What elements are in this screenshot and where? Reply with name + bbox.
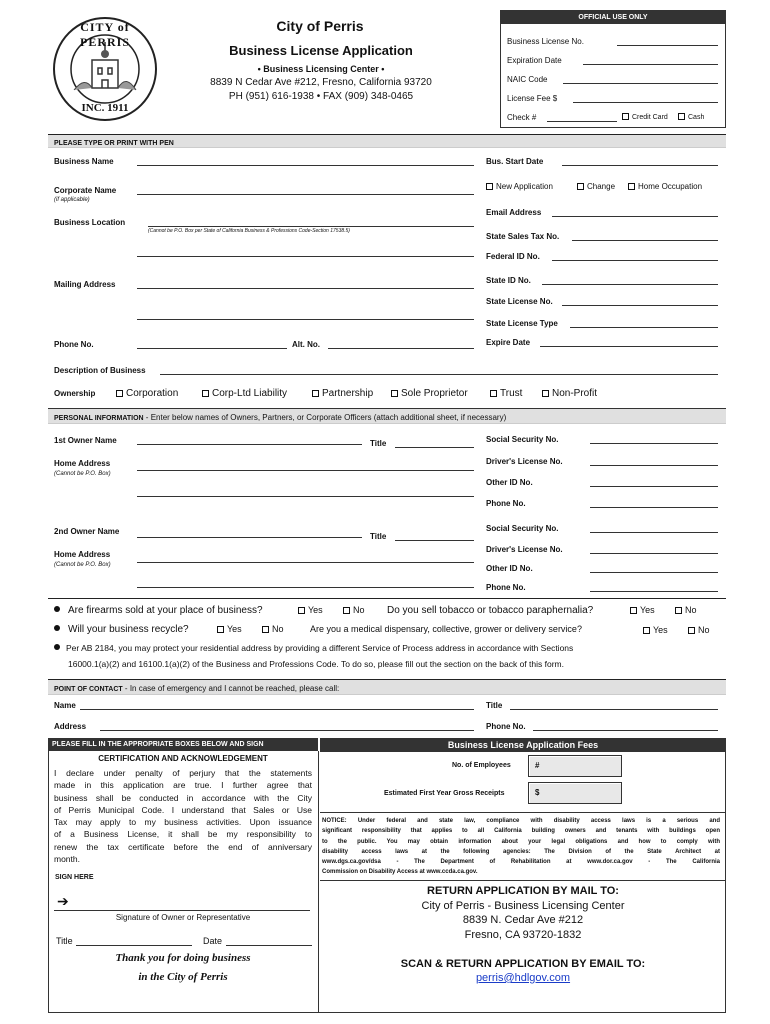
- alt-phone-label: Alt. No.: [292, 340, 320, 349]
- section-print-title: PLEASE TYPE OR PRINT WITH PEN: [54, 140, 174, 147]
- cert-date-field[interactable]: [226, 945, 312, 946]
- owner1-dl-field[interactable]: [590, 465, 718, 466]
- thanks-line-2: in the City of Perris: [138, 971, 228, 983]
- partnership-checkbox[interactable]: [312, 390, 319, 397]
- ownership-label: Ownership: [54, 389, 96, 398]
- personal-info-subtitle: - Enter below names of Owners, Partners, or Corporate Officers (attach additional sheet, if necessary): [143, 413, 507, 422]
- app-change[interactable]: [577, 182, 615, 191]
- notice-line-text: disability access laws at the following agencies: The Division of the State Architect at: [322, 848, 720, 855]
- start-date-field[interactable]: [562, 165, 718, 166]
- official-naic-field[interactable]: [563, 83, 718, 84]
- state-id-field[interactable]: [542, 284, 718, 285]
- credit-card-label: Credit Card: [632, 114, 668, 121]
- fill-boxes-bar: PLEASE FILL IN THE APPROPRIATE BOXES BELOW AND SIGN: [48, 738, 318, 751]
- non-profit-checkbox[interactable]: [542, 390, 549, 397]
- official-fee-label: License Fee $: [507, 94, 558, 103]
- app-new[interactable]: [486, 182, 553, 191]
- firearms-no[interactable]: [343, 605, 365, 615]
- firearms-no-label: No: [353, 605, 365, 615]
- tobacco-no-label: No: [685, 605, 697, 615]
- contact-title-label: Title: [486, 701, 503, 710]
- business-location-field[interactable]: [148, 226, 474, 227]
- owner2-address-field[interactable]: [137, 562, 474, 563]
- owner1-no-po: (Cannot be P.O. Box): [54, 471, 111, 477]
- owner2-no-po: (Cannot be P.O. Box): [54, 562, 111, 568]
- phone-field[interactable]: [137, 348, 287, 349]
- dispensary-no[interactable]: [688, 625, 710, 635]
- owner1-dl-label: Driver's License No.: [486, 457, 563, 466]
- sales-tax-label: State Sales Tax No.: [486, 232, 560, 241]
- notice-text: [322, 816, 720, 878]
- official-check-field[interactable]: [547, 121, 617, 122]
- description-field[interactable]: [160, 374, 718, 375]
- state-id-label: State ID No.: [486, 276, 531, 285]
- dispensary-no-checkbox[interactable]: [688, 627, 695, 634]
- location-note: (Cannot be P.O. Box per State of California Business & Professions Code-Section 17538.5): [148, 228, 350, 234]
- business-name-label: Business Name: [54, 157, 114, 166]
- firearms-yes[interactable]: [298, 605, 323, 615]
- official-expiration-field[interactable]: [583, 64, 718, 65]
- signature-field[interactable]: [54, 910, 310, 911]
- recycle-no-checkbox[interactable]: [262, 626, 269, 633]
- official-license-no-field[interactable]: [617, 45, 718, 46]
- city-seal: [52, 16, 158, 122]
- question-dispensary: Are you a medical dispensary, collective, grower or delivery service?: [310, 624, 582, 634]
- corporate-name-field[interactable]: [137, 194, 474, 195]
- cert-text: [54, 767, 312, 865]
- tobacco-yes[interactable]: [630, 605, 655, 615]
- firearms-yes-checkbox[interactable]: [298, 607, 305, 614]
- ab2184-note-line2: 16000.1(a)(2) and 16100.1(a)(2) of the Business and Professions Code. To do so, please fill out the section on the back of this form.: [68, 659, 564, 669]
- owner2-other-id-field[interactable]: [590, 572, 718, 573]
- ownership-non-profit[interactable]: [542, 388, 597, 399]
- cert-line: of a Business License, it shall be my responsibility to: [54, 829, 312, 840]
- owner1-ssn-field[interactable]: [590, 443, 718, 444]
- notice-line: [322, 816, 720, 826]
- seal-text-bottom: INC. 1911: [81, 102, 129, 114]
- contact-phone-label: Phone No.: [486, 722, 526, 731]
- official-credit-card-option[interactable]: [622, 113, 668, 121]
- corporate-name-label: Corporate Name: [54, 186, 117, 195]
- federal-id-field[interactable]: [552, 260, 718, 261]
- corporation-checkbox[interactable]: [116, 390, 123, 397]
- ownership-sole-proprietor[interactable]: [391, 388, 468, 399]
- employees-input[interactable]: [528, 755, 622, 777]
- cash-checkbox[interactable]: [678, 113, 685, 120]
- state-license-type-label: State License Type: [486, 319, 558, 328]
- owner2-address-field-2[interactable]: [137, 587, 474, 588]
- contact-name-field[interactable]: [80, 709, 474, 710]
- state-license-field[interactable]: [562, 305, 718, 306]
- cert-line: of Perris Municipal Code. I understand that Sales or Use: [54, 804, 312, 815]
- if-applicable-note: (if applicable): [54, 197, 90, 203]
- city-title: City of Perris: [276, 18, 364, 34]
- question-firearms-text: Are firearms sold at your place of business?: [68, 605, 263, 616]
- recycle-yes-checkbox[interactable]: [217, 626, 224, 633]
- notice-label: NOTICE:: [322, 818, 358, 824]
- contact-name-label: Name: [54, 701, 76, 710]
- trust-checkbox[interactable]: [490, 390, 497, 397]
- mailing-address-label: Mailing Address: [54, 280, 116, 289]
- tobacco-no[interactable]: [675, 605, 697, 615]
- arrow-icon: ➔: [57, 893, 69, 909]
- employees-label: No. of Employees: [452, 762, 511, 769]
- official-license-no-label: Business License No.: [507, 37, 584, 46]
- cert-line: renew the tax certificate before the end of anniversary: [54, 841, 312, 852]
- notice-line: [322, 826, 720, 836]
- email-field[interactable]: [552, 216, 718, 217]
- app-home[interactable]: [628, 182, 702, 191]
- mailing-address-field-2[interactable]: [137, 319, 474, 320]
- ownership-corp-ltd[interactable]: [202, 388, 287, 399]
- contact-subtitle: - In case of emergency and I cannot be reached, please call:: [122, 684, 340, 693]
- owner1-title-field[interactable]: [395, 447, 474, 448]
- question-firearms: [54, 605, 263, 616]
- sole-proprietor-checkbox[interactable]: [391, 390, 398, 397]
- question-recycle: [54, 624, 189, 635]
- owner1-other-id-label: Other ID No.: [486, 478, 533, 487]
- new-application-checkbox[interactable]: [486, 183, 493, 190]
- owner2-title-field[interactable]: [395, 540, 474, 541]
- notice-line-text: www.dgs.ca.gov/dsa - The Department of Rehabilitation at www.dor.ca.gov - The California: [322, 859, 720, 866]
- thanks-line-1: Thank you for doing business: [115, 952, 251, 964]
- center-address: 8839 N Cedar Ave #212, Fresno, California 93720: [210, 77, 432, 88]
- ab2184-text-1: Per AB 2184, you may protect your residential address by providing a different Service of Process address in accordance with Sections: [66, 643, 574, 653]
- personal-info-title: PERSONAL INFORMATION: [54, 415, 144, 422]
- receipts-prefix: $: [535, 788, 540, 797]
- question-tobacco: Do you sell tobacco or tobacco paraphernalia?: [387, 605, 594, 616]
- owner1-address-field[interactable]: [137, 470, 474, 471]
- cert-date-label: Date: [203, 936, 223, 946]
- contact-bar: [48, 679, 726, 695]
- questions-divider: [48, 598, 726, 599]
- bullet-icon: [54, 606, 60, 612]
- federal-id-label: Federal ID No.: [486, 252, 540, 261]
- official-fee-field[interactable]: [573, 102, 718, 103]
- mail-line-3: Fresno, CA 93720-1832: [464, 929, 582, 941]
- recycle-yes-label: Yes: [227, 624, 242, 634]
- owner2-home-address-label: Home Address: [54, 550, 111, 559]
- owner2-title-label: Title: [370, 532, 387, 541]
- mail-section: [320, 880, 726, 881]
- official-naic-label: NAIC Code: [507, 75, 548, 84]
- bullet-icon: [54, 625, 60, 631]
- ownership-trust[interactable]: [490, 388, 522, 399]
- partnership-label: Partnership: [322, 388, 374, 399]
- owner2-field[interactable]: [137, 537, 362, 538]
- corporation-label: Corporation: [126, 388, 179, 399]
- dispensary-no-label: No: [698, 625, 710, 635]
- owner2-dl-label: Driver's License No.: [486, 545, 563, 554]
- email-title: SCAN & RETURN APPLICATION BY EMAIL TO:: [400, 958, 646, 970]
- firearms-no-checkbox[interactable]: [343, 607, 350, 614]
- owner1-field[interactable]: [137, 444, 362, 445]
- cert-line: business shall be conducted in accordance with the City: [54, 792, 312, 803]
- owner2-ssn-label: Social Security No.: [486, 524, 559, 533]
- notice-line: [322, 847, 720, 857]
- notice-line: [322, 867, 720, 877]
- credit-card-checkbox[interactable]: [622, 113, 629, 120]
- tobacco-yes-checkbox[interactable]: [630, 607, 637, 614]
- owner1-other-id-field[interactable]: [590, 486, 718, 487]
- corp-ltd-checkbox[interactable]: [202, 390, 209, 397]
- email-link[interactable]: perris@hdlgov.com: [475, 972, 571, 984]
- cert-line: I declare under penalty of perjury that the statements: [54, 768, 312, 778]
- cert-title-field[interactable]: [76, 945, 192, 946]
- seal-text-top: CITY of PERRIS: [79, 20, 130, 49]
- start-date-label: Bus. Start Date: [486, 157, 544, 166]
- business-location-label: Business Location: [54, 218, 126, 227]
- corp-ltd-label: Corp-Ltd Liability: [212, 388, 288, 399]
- center-phone: PH (951) 616-1938 • FAX (909) 348-0465: [228, 91, 414, 102]
- notice-line-text: significant responsibility that applies to all California building owners and tenants with buildings open: [322, 828, 720, 835]
- sole-proprietor-label: Sole Proprietor: [401, 388, 468, 399]
- trust-label: Trust: [500, 388, 523, 399]
- fees-bar: Business License Application Fees: [320, 738, 726, 752]
- owner2-phone-label: Phone No.: [486, 583, 526, 592]
- owner2-other-id-label: Other ID No.: [486, 564, 533, 573]
- state-license-label: State License No.: [486, 297, 553, 306]
- employees-prefix: #: [535, 761, 540, 770]
- firearms-yes-label: Yes: [308, 605, 323, 615]
- email-label: Email Address: [486, 208, 542, 217]
- dispensary-yes[interactable]: [643, 625, 668, 635]
- personal-info-bar: [48, 408, 726, 424]
- dispensary-yes-label: Yes: [653, 625, 668, 635]
- owner2-dl-field[interactable]: [590, 553, 718, 554]
- cert-line: month.: [54, 854, 80, 865]
- recycle-no-label: No: [272, 624, 284, 634]
- business-name-field[interactable]: [137, 165, 474, 166]
- sales-tax-field[interactable]: [572, 240, 718, 241]
- mail-line-1: City of Perris - Business Licensing Center: [421, 900, 625, 912]
- notice-line: [322, 837, 720, 847]
- owner2-label: 2nd Owner Name: [54, 527, 120, 536]
- notice-line-text: to the public. You may obtain information about your legal obligations and how to comply with: [322, 838, 720, 845]
- mail-title: RETURN APPLICATION BY MAIL TO:: [427, 885, 619, 897]
- official-expiration-label: Expiration Date: [507, 56, 562, 65]
- description-label: Description of Business: [54, 366, 146, 375]
- expire-date-field[interactable]: [540, 346, 718, 347]
- owner2-phone-field[interactable]: [590, 591, 718, 592]
- owner1-label: 1st Owner Name: [54, 436, 117, 445]
- notice-line-text: Commission on Disability Access at www.ccda.ca.gov.: [322, 869, 478, 876]
- recycle-no[interactable]: [262, 624, 284, 634]
- mail-line-2: 8839 N. Cedar Ave #212: [462, 914, 584, 926]
- change-label: Change: [587, 182, 616, 191]
- owner1-phone-field[interactable]: [590, 507, 718, 508]
- notice-block: [320, 812, 726, 813]
- phone-label: Phone No.: [54, 340, 94, 349]
- official-check-label: Check #: [507, 113, 537, 122]
- contact-title-field[interactable]: [510, 709, 718, 710]
- dispensary-yes-checkbox[interactable]: [643, 627, 650, 634]
- signature-label: Signature of Owner or Representative: [115, 913, 251, 922]
- bullet-icon: [54, 644, 60, 650]
- official-use-title: OFFICIAL USE ONLY: [501, 11, 725, 24]
- center-name: • Business Licensing Center •: [257, 64, 385, 74]
- cert-title-label: Title: [56, 936, 73, 946]
- cash-label: Cash: [688, 114, 705, 121]
- question-recycle-text: Will your business recycle?: [68, 624, 189, 635]
- recycle-yes[interactable]: [217, 624, 242, 634]
- owner1-phone-label: Phone No.: [486, 499, 526, 508]
- owner1-ssn-label: Social Security No.: [486, 435, 559, 444]
- state-license-type-field[interactable]: [570, 327, 718, 328]
- home-occupation-checkbox[interactable]: [628, 183, 635, 190]
- home-occupation-label: Home Occupation: [638, 182, 703, 191]
- form-title: Business License Application: [229, 43, 413, 58]
- official-cash-option[interactable]: [678, 113, 704, 121]
- owner1-address-field-2[interactable]: [137, 496, 474, 497]
- ownership-partnership[interactable]: [312, 388, 373, 399]
- section-print-bar: [48, 134, 726, 148]
- sign-here-label: SIGN HERE: [55, 874, 94, 881]
- contact-address-label: Address: [54, 722, 87, 731]
- owner1-title-label: Title: [370, 439, 387, 448]
- tobacco-yes-label: Yes: [640, 605, 655, 615]
- notice-line-text: Under federal and state law, compliance with disability access laws is a serious and: [357, 818, 720, 824]
- owner2-ssn-field[interactable]: [590, 532, 718, 533]
- expire-date-label: Expire Date: [486, 338, 531, 347]
- ownership-corporation[interactable]: [116, 388, 178, 399]
- tobacco-no-checkbox[interactable]: [675, 607, 682, 614]
- owner1-home-address-label: Home Address: [54, 459, 111, 468]
- change-checkbox[interactable]: [577, 183, 584, 190]
- contact-title: POINT OF CONTACT: [54, 686, 123, 693]
- business-location-field-2[interactable]: [137, 256, 474, 257]
- ab2184-note-line1: [54, 643, 573, 653]
- contact-phone-field[interactable]: [533, 730, 718, 731]
- new-application-label: New Application: [496, 182, 553, 191]
- receipts-label: Estimated First Year Gross Receipts: [384, 790, 505, 797]
- receipts-input[interactable]: [528, 782, 622, 804]
- alt-phone-field[interactable]: [328, 348, 474, 349]
- cert-line: Tax may apply to my business activities. Upon issuance: [54, 817, 312, 828]
- contact-address-field[interactable]: [100, 730, 474, 731]
- non-profit-label: Non-Profit: [552, 388, 598, 399]
- notice-line: [322, 857, 720, 867]
- cert-title: CERTIFICATION AND ACKNOWLEDGEMENT: [98, 754, 268, 763]
- mailing-address-field[interactable]: [137, 288, 474, 289]
- official-use-box: [500, 10, 726, 128]
- cert-line: made in this application are true. I further agree that: [54, 780, 312, 791]
